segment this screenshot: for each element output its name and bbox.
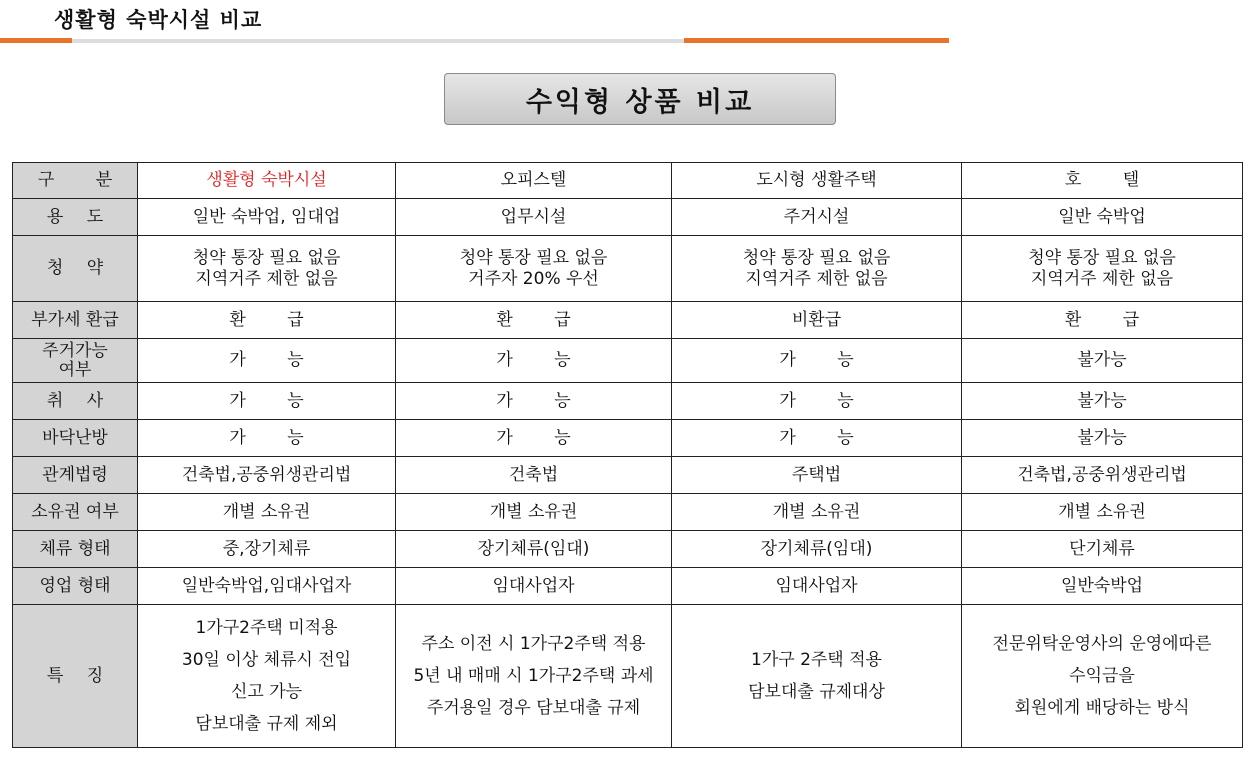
cell-hotel: [962, 605, 1243, 748]
cell-living-accommodation: 개별 소유권: [138, 494, 396, 531]
cell-hotel: 일반숙박업: [962, 568, 1243, 605]
cell-hotel: 환 급: [962, 302, 1243, 339]
table-row: [13, 420, 1243, 457]
cell-officetel: 가 능: [396, 420, 672, 457]
row-label: 용 도: [13, 199, 138, 236]
cell-officetel: [396, 236, 672, 302]
row-label: 체류 형태: [13, 531, 138, 568]
cell-urban-housing: 개별 소유권: [672, 494, 962, 531]
cell-urban-housing: 장기체류(임대): [672, 531, 962, 568]
cell-line: 수익금을: [1069, 666, 1135, 686]
page-title: 생활형 숙박시설 비교: [54, 8, 263, 32]
cell-urban-housing: 가 능: [672, 420, 962, 457]
cell-line: 거주자 20% 우선: [468, 268, 599, 289]
table-row: [13, 199, 1243, 236]
row-label-line: 여부: [58, 359, 92, 380]
cell-line: 1가구 2주택 적용: [751, 650, 882, 670]
cell-living-accommodation: 일반 숙박업, 임대업: [138, 199, 396, 236]
cell-line: 담보대출 규제 제외: [195, 714, 338, 734]
table-row: [13, 302, 1243, 339]
cell-hotel: 단기체류: [962, 531, 1243, 568]
cell-line: 청약 통장 필요 없음: [1028, 247, 1176, 268]
row-label: 바닥난방: [13, 420, 138, 457]
cell-line: 5년 내 매매 시 1가구2주택 과세: [413, 666, 654, 686]
table-row: [13, 236, 1243, 302]
cell-line: 청약 통장 필요 없음: [192, 247, 341, 268]
cell-hotel: 불가능: [962, 339, 1243, 383]
cell-line: 지역거주 제한 없음: [195, 268, 338, 289]
row-label: 특 징: [13, 605, 138, 748]
cell-hotel: 불가능: [962, 420, 1243, 457]
cell-officetel: 환 급: [396, 302, 672, 339]
cell-living-accommodation: [138, 605, 396, 748]
cell-urban-housing: 가 능: [672, 383, 962, 420]
cell-line: 청약 통장 필요 없음: [742, 247, 891, 268]
cell-officetel: 임대사업자: [396, 568, 672, 605]
header-divider: [72, 39, 684, 43]
cell-living-accommodation: 일반숙박업,임대사업자: [138, 568, 396, 605]
cell-urban-housing: 비환급: [672, 302, 962, 339]
cell-officetel: 장기체류(임대): [396, 531, 672, 568]
cell-hotel: 개별 소유권: [962, 494, 1243, 531]
table-row: [13, 457, 1243, 494]
section-title: 수익형 상품 비교: [525, 86, 755, 118]
table-row: [13, 383, 1243, 420]
cell-line: 주거용일 경우 담보대출 규제: [426, 698, 641, 718]
cell-hotel: 건축법,공중위생관리법: [962, 457, 1243, 494]
row-label-line: 주거가능: [42, 340, 108, 361]
row-label: 소유권 여부: [13, 494, 138, 531]
cell-urban-housing: [672, 605, 962, 748]
row-label: [13, 339, 138, 383]
cell-line: 1가구2주택 미적용: [195, 618, 338, 638]
cell-living-accommodation: [138, 236, 396, 302]
table-row: [13, 494, 1243, 531]
section-title-banner: [444, 73, 836, 125]
cell-officetel: 가 능: [396, 339, 672, 383]
row-label: 영업 형태: [13, 568, 138, 605]
cell-line: 지역거주 제한 없음: [745, 268, 888, 289]
table-header-row: [13, 163, 1243, 199]
row-label: 청 약: [13, 236, 138, 302]
cell-line: 지역거주 제한 없음: [1030, 268, 1174, 289]
row-label: 취 사: [13, 383, 138, 420]
cell-line: 회원에게 배당하는 방식: [1014, 698, 1190, 718]
cell-line: 주소 이전 시 1가구2주택 적용: [421, 634, 646, 654]
cell-officetel: 업무시설: [396, 199, 672, 236]
header-living-accommodation: 생활형 숙박시설: [138, 163, 396, 199]
header-accent-rule-left: [0, 38, 72, 43]
cell-living-accommodation: 건축법,공중위생관리법: [138, 457, 396, 494]
cell-line: 신고 가능: [230, 682, 303, 702]
cell-line: 30일 이상 체류시 전입: [181, 650, 352, 670]
cell-urban-housing: 가 능: [672, 339, 962, 383]
comparison-table: [12, 162, 1243, 748]
table-row: [13, 339, 1243, 383]
header-officetel: 오피스텔: [396, 163, 672, 199]
cell-urban-housing: 주거시설: [672, 199, 962, 236]
table-row: [13, 605, 1243, 748]
cell-hotel: 일반 숙박업: [962, 199, 1243, 236]
cell-urban-housing: 임대사업자: [672, 568, 962, 605]
cell-officetel: [396, 605, 672, 748]
header-category: 구 분: [13, 163, 138, 199]
header-accent-rule-right: [684, 38, 949, 43]
cell-living-accommodation: 중,장기체류: [138, 531, 396, 568]
cell-hotel: 불가능: [962, 383, 1243, 420]
cell-living-accommodation: 가 능: [138, 383, 396, 420]
cell-living-accommodation: 가 능: [138, 420, 396, 457]
row-label: 부가세 환급: [13, 302, 138, 339]
cell-urban-housing: 주택법: [672, 457, 962, 494]
table-body: [13, 199, 1243, 748]
header-hotel: 호 텔: [962, 163, 1243, 199]
cell-line: 청약 통장 필요 없음: [459, 247, 608, 268]
cell-line: 전문위탁운영사의 운영에따른: [992, 634, 1212, 654]
cell-officetel: 가 능: [396, 383, 672, 420]
header-urban-housing: 도시형 생활주택: [672, 163, 962, 199]
table-row: [13, 568, 1243, 605]
cell-line: 담보대출 규제대상: [748, 682, 885, 702]
cell-living-accommodation: 가 능: [138, 339, 396, 383]
row-label: 관계법령: [13, 457, 138, 494]
cell-officetel: 건축법: [396, 457, 672, 494]
cell-officetel: 개별 소유권: [396, 494, 672, 531]
cell-urban-housing: [672, 236, 962, 302]
table-row: [13, 531, 1243, 568]
cell-living-accommodation: 환 급: [138, 302, 396, 339]
cell-hotel: [962, 236, 1243, 302]
